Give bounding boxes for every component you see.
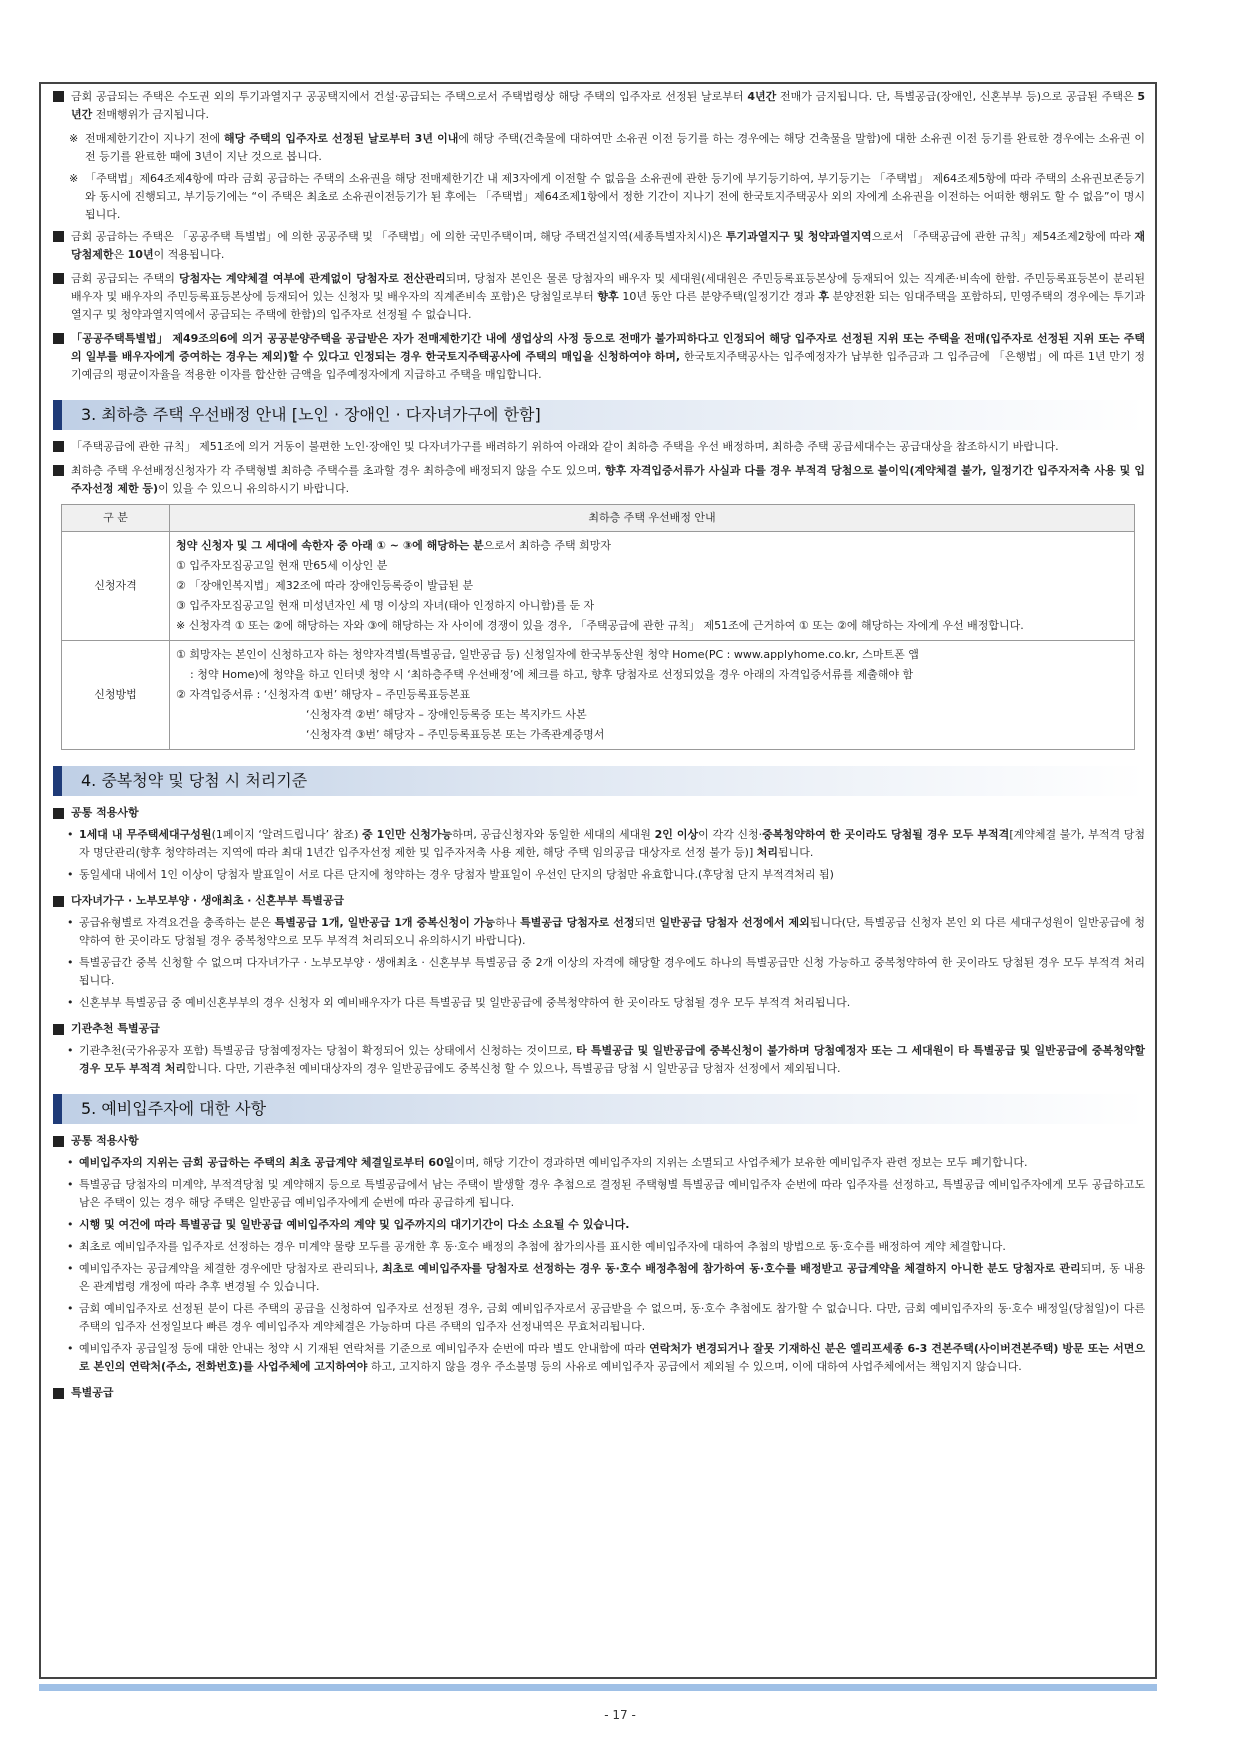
square-bullet-icon [53,333,64,344]
list-item: • 기관추천(국가유공자 포함) 특별공급 당첨예정자는 당첨이 확정되어 있는 상태에서 신청하는 것이므로, 타 특별공급 및 일반공급에 중복신청이 불가하며 당첨예정자 또는 그 세대원이 타 특별공급 및 일반공급에 중복청약할 경우 모두 부적격 처리합니다. 다만, 기관추천 예비대상자의 경우 일반공급에도 중복신청 할 수 있으나, 특별공급 당첨 시 일반공급 당첨자 선정에서 제외됩니다. [67,1044,1145,1075]
bullet-icon: • [67,1178,74,1191]
note-mark: ※ [69,172,79,185]
square-bullet-icon [53,231,64,242]
sec3-paragraph-2: 최하층 주택 우선배정신청자가 각 주택형별 최하층 주택수를 초과할 경우 최하층에 배정되지 않을 수도 있으며, 향후 자격입증서류가 사실과 다를 경우 부적격 당첨으로 불이익(계약체결 불가, 일정기간 입주자저축 사용 및 입주자선정 제한 등)이 있을 수 있으니 유의하시기 바랍니다. [53,462,1145,498]
bullet-icon: • [67,1302,74,1315]
section-title-bar [53,766,62,796]
sec5-common-heading: 공통 적용사항 [53,1132,1145,1150]
bullet-icon: • [67,1044,74,1057]
list-item: • 동일세대 내에서 1인 이상이 당첨자 발표일이 서로 다른 단지에 청약하는 경우 당첨자 발표일이 우선인 단지의 당첨만 유효합니다.(후당첨 단지 부적격처리 됨) [53,866,1145,884]
row-content-method: ① 희망자는 본인이 신청하고자 하는 청약자격별(특별공급, 일반공급 등) 신청일자에 한국부동산원 청약 Home(PC : www.applyhome.co.kr, 스마트폰 앱 : 청약 Home)에 청약을 하고 인터넷 청약 시 ‘최하층주택 우선배정’에 체크를 하고, 향후 당첨자로 선정되었을 경우 아래의 자격입증서류를 제출해야 함 ② 자격입증서류 : ‘신청자격 ①번’ 해당자 – 주민등록표등본표 ‘신청자격 ②번’ 해당자 – 장애인등록증 또는 복지카드 사본 ‘신청자격 ③번’ 해당자 – 주민등록표등본 또는 가족관계증명서 [170,641,1135,750]
page-number: - 17 - [604,1708,636,1722]
bullet-icon: • [67,868,74,881]
bullet-icon: • [67,1342,74,1355]
sec4-institution-heading: 기관추천 특별공급 [53,1020,1145,1038]
square-bullet-icon [53,441,64,452]
bullet-icon: • [67,828,74,841]
square-bullet-icon [53,91,64,102]
list-item: • 신혼부부 특별공급 중 예비신혼부부의 경우 신청자 외 예비배우자가 다른 특별공급 및 일반공급에 중복청약하여 한 곳이라도 당첨될 경우 모두 부적격 처리됩니다. [53,994,1145,1012]
table-row [62,641,1135,750]
section-title-bar [53,1094,62,1124]
bullet-icon: • [67,1240,74,1253]
square-bullet-icon [53,1024,64,1035]
sec3-paragraph-1: 「주택공급에 관한 규칙」 제51조에 의거 거동이 불편한 노인·장애인 및 다자녀가구를 배려하기 위하여 아래와 같이 최하층 주택을 우선 배정하며, 최하층 주택 공급세대수는 공급대상을 참조하시기 바랍니다. [53,438,1145,456]
row-label-eligibility: 신청자격 [62,532,170,641]
row-label-method: 신청방법 [62,641,170,750]
list-item: • 최초로 예비입주자를 입주자로 선정하는 경우 미계약 물량 모두를 공개한 후 동·호수 배정의 추첨에 참가의사를 표시한 예비입주자에 대하여 추첨의 방법으로 동·호수를 배정하여 계약 체결합니다. [53,1238,1145,1256]
square-bullet-icon [53,896,64,907]
table-header-category: 구 분 [62,505,170,532]
lowest-floor-table [61,504,1135,750]
bullet-icon: • [67,1262,74,1275]
section-title-bar [53,400,62,430]
table-row [62,532,1135,641]
list-item: • 예비입주자 공급일정 등에 대한 안내는 청약 시 기재된 연락처를 기준으로 예비입주자 순번에 따라 별도 안내함에 따라 연락처가 변경되거나 잘못 기재하신 분은 엘리프세종 6-3 견본주택(사이버견본주택) 방문 또는 서면으로 본인의 연락처(주소, 전화번호)를 사업주체에 고지하여야 하고, 고지하지 않을 경우 주소불명 등의 사유로 예비입주자 공급에서 제외될 수 있으며, 이에 대하여 사업주체에서는 책임지지 않습니다. [67,1342,1145,1373]
bullet-icon: • [67,956,74,969]
section-4-title [53,766,1145,796]
bullet-icon: • [67,996,74,1009]
section-title-text: 4. 중복청약 및 당첨 시 처리기준 [81,771,308,790]
list-item: • 특별공급간 중복 신청할 수 없으며 다자녀가구 · 노부모부양 · 생애최초 · 신혼부부 특별공급 중 2개 이상의 자격에 해당할 경우에도 하나의 특별공급만 신청 가능하고 중복청약하여 한 곳이라도 당첨된 경우 모두 부적격 처리됩니다. [67,956,1145,987]
intro-paragraph-winner-management: 금회 공급되는 주택의 당첨자는 계약체결 여부에 관계없이 당첨자로 전산관리되며, 당첨자 본인은 물론 당첨자의 배우자 및 세대원(세대원은 주민등록표등본상에 등재되어 있는 직계존·비속에 한함. 주민등록표등본이 분리된 배우자 및 배우자의 주민등록표등본상에 등재되어 있는 신청자 및 배우자의 직계존비속 포함)은 당첨일로부터 향후 10년 동안 다른 분양주택(일정기간 경과 후 분양전환 되는 임대주택을 포함하되, 민영주택의 경우에는 투기과열지구 및 청약과열지역에서 공급되는 주택에 한함)의 입주자로 선정될 수 없습니다. [53,270,1145,324]
list-item: • 1세대 내 무주택세대구성원(1페이지 ‘알려드립니다’ 참조) 중 1인만 신청가능하며, 공급신청자와 동일한 세대의 세대원 2인 이상이 각각 신청·중복청약하여 한 곳이라도 당첨될 경우 모두 부적격[계약체결 불가, 부적격 당첨자 명단관리(향후 청약하려는 지역에 따라 최대 1년간 입주자선정 제한 및 입주자저축 사용 제한, 해당 주택 임의공급 대상자로 선정 불가 등)] 처리됩니다. [67,828,1146,859]
square-bullet-icon [53,1136,64,1147]
list-item: • 시행 및 여건에 따라 특별공급 및 일반공급 예비입주자의 계약 및 입주까지의 대기기간이 다소 소요될 수 있습니다. [53,1216,1145,1234]
sec5-special-heading: 특별공급 [53,1384,1145,1402]
table-header-content: 최하층 주택 우선배정 안내 [170,505,1135,532]
intro-paragraph-rewinning: 금회 공급하는 주택은 「공공주택 특별법」에 의한 공공주택 및 「주택법」에 의한 국민주택이며, 해당 주택건설지역(세종특별자치시)은 투기과열지구 및 청약과열지역으로서 「주택공급에 관한 규칙」제54조제2항에 따라 재당첨제한은 10년이 적용됩니다. [53,228,1145,264]
note-mark: ※ [69,132,79,145]
bullet-icon: • [67,1156,74,1169]
intro-note-3years: ※ 전매제한기간이 지나기 전에 해당 주택의 입주자로 선정된 날로부터 3년 이내에 해당 주택(건축물에 대하여만 소유권 이전 등기를 하는 경우에는 해당 건축물을 말함)에 대한 소유권 이전 등기를 완료한 경우에는 소유권 이전 등기를 완료한 때에 3년이 지난 것으로 봅니다. [69,132,1145,163]
intro-paragraph-buyback: 「공공주택특별법」 제49조의6에 의거 공공분양주택을 공급받은 자가 전매제한기간 내에 생업상의 사정 등으로 전매가 불가피하다고 인정되어 해당 입주자로 선정된 지위 또는 주택을 전매(입주자로 선정된 지위 또는 주택의 일부를 배우자에게 증여하는 경우는 제외)할 수 있다고 인정되는 경우 한국토지주택공사에 주택의 매입을 신청하여야 하며, 한국토지주택공사는 입주예정자가 납부한 입주금과 그 입주금에 「은행법」에 따른 1년 만기 정기예금의 평균이자율을 적용한 이자를 합산한 금액을 입주예정자에게 지급하고 주택을 매입합니다. [53,330,1145,384]
section-5-title [53,1094,1145,1124]
table-header-row [62,505,1135,532]
section-title-text: 5. 예비입주자에 대한 사항 [81,1099,267,1118]
intro-note-registration: ※ 「주택법」제64조제4항에 따라 금회 공급하는 주택의 소유권을 해당 전매제한기간 내 제3자에게 이전할 수 없음을 소유권에 관한 등기에 부기등기하여, 부기등기는 「주택법」 제64조제5항에 따라 주택의 소유권보존등기와 동시에 진행되고, 부기등기에는 “이 주택은 최초로 소유권이전등기가 된 후에는 「주택법」제64조제1항에서 정한 기간이 지나기 전에 한국토지주택공사 외의 자에게 소유권을 이전하는 어떠한 행위도 할 수 없음”이 명시됩니다. [69,172,1145,221]
square-bullet-icon [53,465,64,476]
square-bullet-icon [53,808,64,819]
footer-bar [39,1684,1157,1691]
row-content-eligibility: 청약 신청자 및 그 세대에 속한자 중 아래 ① ~ ③에 해당하는 분으로서 최하층 주택 희망자 ① 입주자모집공고일 현재 만65세 이상인 분 ② 「장애인복지법」제32조에 따라 장애인등록증이 발급된 분 ③ 입주자모집공고일 현재 미성년자인 세 명 이상의 자녀(태아 인정하지 아니함)를 둔 자 ※ 신청자격 ① 또는 ②에 해당하는 자와 ③에 해당하는 자 사이에 경쟁이 있을 경우, 「주택공급에 관한 규칙」 제51조에 근거하여 ① 또는 ②에 해당하는 자에게 우선 배정합니다. [170,532,1135,641]
list-item: • 공급유형별로 자격요건을 충족하는 분은 특별공급 1개, 일반공급 1개 중복신청이 가능하나 특별공급 당첨자로 선정되면 일반공급 당첨자 선정에서 제외됩니다(단, 특별공급 신청자 본인 외 다른 세대구성원이 일반공급에 청약하여 한 곳이라도 당첨될 경우 중복청약으로 모두 부적격 처리되오니 유의하시기 바랍니다). [67,916,1146,947]
square-bullet-icon [53,1388,64,1399]
sec4-common-heading: 공통 적용사항 [53,804,1145,822]
list-item: • 예비입주자의 지위는 금회 공급하는 주택의 최초 공급계약 체결일로부터 60일이며, 해당 기간이 경과하면 예비입주자의 지위는 소멸되고 사업주체가 보유한 예비입주자 관련 정보는 모두 폐기합니다. [53,1154,1145,1172]
bullet-icon: • [67,1218,74,1231]
list-item: • 특별공급 당첨자의 미계약, 부적격당첨 및 계약해지 등으로 특별공급에서 남는 주택이 발생할 경우 추첨으로 결정된 주택형별 특별공급 예비입주자 순번에 따라 입주자를 선정하고, 특별공급 예비입주자에게 모두 공급하고도 남은 주택이 있는 경우 해당 주택은 일반공급 예비입주자에게 순번에 따라 공급하게 됩니다. [67,1178,1145,1209]
list-item: • 금회 예비입주자로 선정된 분이 다른 주택의 공급을 신청하여 입주자로 선정된 경우, 금회 예비입주자로서 공급받을 수 없으며, 동·호수 추첨에도 참가할 수 없습니다. 다만, 금회 예비입주자의 동·호수 배정일(당첨일)이 다른 주택의 입주자 선정일보다 빠른 경우 예비입주자 계약체결은 가능하며 다른 주택의 입주자 선정내역은 무효처리됩니다. [67,1302,1145,1333]
square-bullet-icon [53,273,64,284]
intro-paragraph-resale: 금회 공급되는 주택은 수도권 외의 투기과열지구 공공택지에서 건설·공급되는 주택으로서 주택법령상 해당 주택의 입주자로 선정된 날로부터 4년간 전매가 금지됩니다. 단, 특별공급(장애인, 신혼부부 등)으로 공급된 주택은 5년간 전매행위가 금지됩니다. [53,88,1145,124]
sec4-special-heading: 다자녀가구 · 노부모부양 · 생애최초 · 신혼부부 특별공급 [53,892,1145,910]
section-3-title [53,400,1145,430]
content-frame [39,82,1157,1679]
section-title-text: 3. 최하층 주택 우선배정 안내 [노인 · 장애인 · 다자녀가구에 한함] [81,405,541,424]
list-item: • 예비입주자는 공급계약을 체결한 경우에만 당첨자로 관리되나, 최초로 예비입주자를 당첨자로 선정하는 경우 동·호수 배정추첨에 참가하여 동·호수를 배정받고 공급계약을 체결하지 아니한 분도 당첨자로 관리되며, 동 내용은 관계법령 개정에 따라 추후 변경될 수 있습니다. [67,1262,1146,1293]
bullet-icon: • [67,916,74,929]
